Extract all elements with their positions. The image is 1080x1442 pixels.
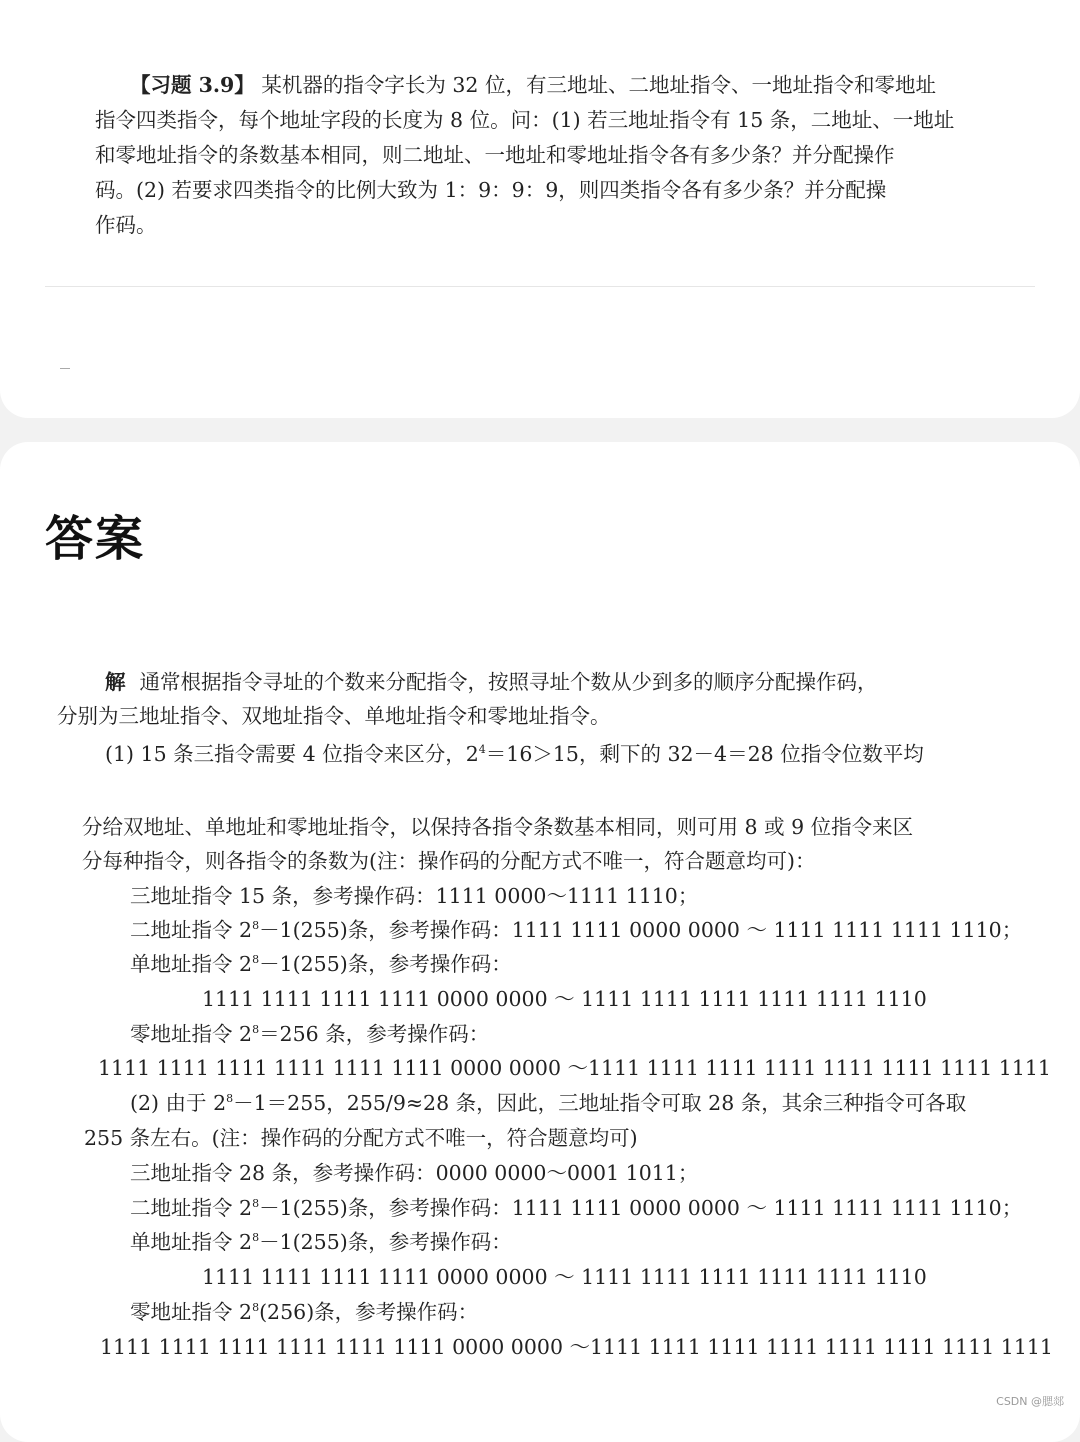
part2-one-exponent: 8 (252, 1231, 260, 1244)
part2-exponent: 8 (226, 1092, 234, 1105)
part1-two-text-a: 二地址指令 2 (130, 918, 253, 942)
question-line-5: 作码。 (95, 213, 157, 237)
part2-text-b: －1＝255，255/9≈28 条，因此，三地址指令可取 28 条，其余三种指令可各取 (233, 1091, 967, 1115)
part2-zero-exponent: 8 (252, 1301, 260, 1314)
question-line-2: 指令四类指令，每个地址字段的长度为 8 位。问：(1) 若三地址指令有 15 条，二地址、一地址 (95, 108, 955, 132)
part1-zero-text-a: 零地址指令 2 (130, 1022, 253, 1046)
part1-line-3: 分每种指令，则各指令的条数为(注：操作码的分配方式不唯一，符合题意均可)： (82, 849, 816, 873)
watermark: CSDN @腮郯 (996, 1395, 1064, 1408)
part2-text-a: (2) 由于 2 (130, 1091, 227, 1115)
question-line-3: 和零地址指令的条数基本相同，则二地址、一地址和零地址指令各有多少条？并分配操作 (95, 143, 895, 167)
part2-two-text-a: 二地址指令 2 (130, 1196, 253, 1220)
part1-two-address (130, 915, 1022, 945)
part2-three-address: 三地址指令 28 条，参考操作码：0000 0000～0001 1011； (130, 1161, 699, 1185)
part2-one-text-b: －1(255)条，参考操作码： (259, 1230, 512, 1254)
part1-one-address (130, 949, 512, 979)
part1-zero-exponent: 8 (252, 1023, 260, 1036)
part1-one-text-b: －1(255)条，参考操作码： (259, 952, 512, 976)
part2-zero-text-a: 零地址指令 2 (130, 1300, 253, 1324)
part2-zero-address-code: 1111 1111 1111 1111 1111 1111 0000 0000 ～1111 1111 1111 1111 1111 1111 1111 1111 (100, 1335, 1053, 1359)
dash-mark (60, 368, 70, 369)
part1-two-text-b: －1(255)条，参考操作码：1111 1111 0000 0000 ～ 1111 1111 1111 1110； (259, 918, 1023, 942)
part1-one-exponent: 8 (252, 953, 260, 966)
part1-two-exponent: 8 (252, 919, 260, 932)
question-line-1 (130, 70, 936, 100)
part1-zero-address (130, 1019, 489, 1049)
part2-one-text-a: 单地址指令 2 (130, 1230, 253, 1254)
solution-label: 解 (105, 670, 126, 694)
part1-text-a: (1) 15 条三指令需要 4 位指令来区分，2 (105, 742, 479, 766)
part1-three-address: 三地址指令 15 条，参考操作码：1111 0000～1111 1110； (130, 884, 699, 908)
part2-one-address (130, 1227, 512, 1257)
part1-line-2: 分给双地址、单地址和零地址指令，以保持各指令条数基本相同，则可用 8 或 9 位指令来区 (82, 815, 914, 839)
part1-exponent: 4 (478, 743, 486, 756)
part2-two-address (130, 1193, 1022, 1223)
question-text-1: 某机器的指令字长为 32 位，有三地址、二地址指令、一地址指令和零地址 (261, 73, 936, 97)
part2-line-1 (130, 1088, 966, 1118)
part1-line-1 (105, 739, 924, 769)
part1-zero-text-b: ＝256 条，参考操作码： (259, 1022, 490, 1046)
part1-one-address-code: 1111 1111 1111 1111 0000 0000 ～ 1111 1111 1111 1111 1111 1110 (202, 987, 927, 1011)
part1-one-text-a: 单地址指令 2 (130, 952, 253, 976)
part2-two-exponent: 8 (252, 1197, 260, 1210)
question-line-4: 码。(2) 若要求四类指令的比例大致为 1：9：9：9，则四类指令各有多少条？并分配操 (95, 178, 887, 202)
solution-intro-line-1 (105, 667, 878, 697)
answer-card (0, 442, 1080, 1442)
part2-line-2: 255 条左右。(注：操作码的分配方式不唯一，符合题意均可) (84, 1126, 638, 1150)
part2-two-text-b: －1(255)条，参考操作码：1111 1111 0000 0000 ～ 1111 1111 1111 1110； (259, 1196, 1023, 1220)
solution-intro-line-2: 分别为三地址指令、双地址指令、单地址指令和零地址指令。 (57, 704, 611, 728)
part2-zero-text-b: (256)条，参考操作码： (259, 1300, 479, 1324)
exercise-label: 【习题 3.9】 (130, 73, 255, 97)
question-divider (45, 286, 1035, 287)
solution-intro-text: 通常根据指令寻址的个数来分配指令，按照寻址个数从少到多的顺序分配操作码， (139, 670, 878, 694)
part1-text-b: ＝16＞15，剩下的 32－4＝28 位指令位数平均 (485, 742, 924, 766)
part1-zero-address-code: 1111 1111 1111 1111 1111 1111 0000 0000 ～1111 1111 1111 1111 1111 1111 1111 1111 (98, 1056, 1051, 1080)
part2-one-address-code: 1111 1111 1111 1111 0000 0000 ～ 1111 1111 1111 1111 1111 1110 (202, 1265, 927, 1289)
question-card (0, 0, 1080, 418)
answer-title: 答案 (45, 511, 146, 567)
part2-zero-address (130, 1297, 478, 1327)
